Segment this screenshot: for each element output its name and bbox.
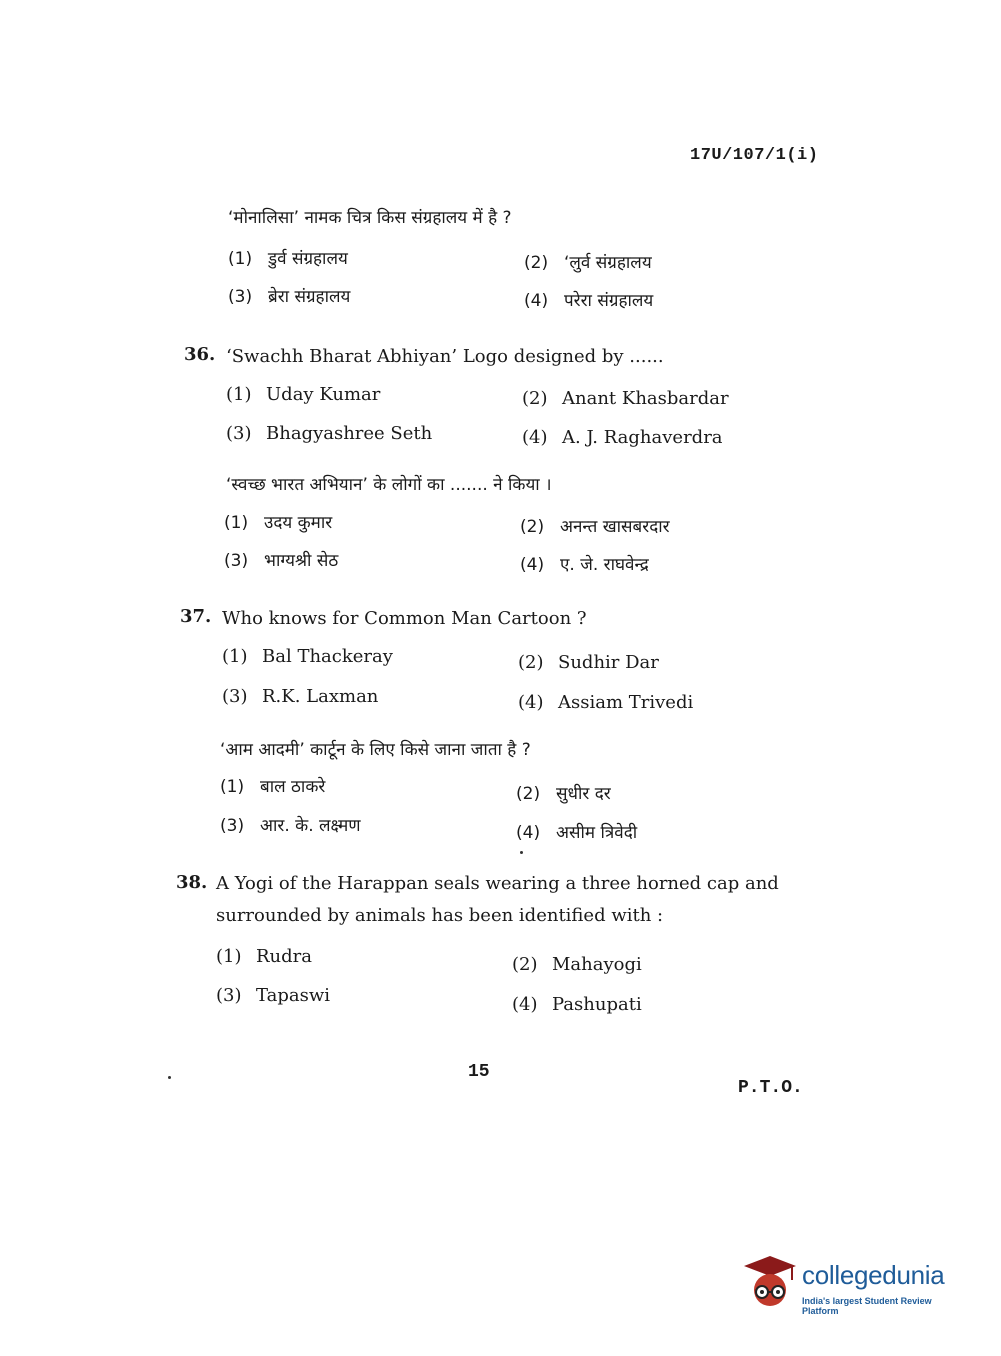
q37-hindi-option-3	[220, 813, 361, 836]
option-number: (1)	[216, 946, 242, 967]
option-text: ब्रेरा संग्रहालय	[268, 287, 351, 307]
option-text: ‘लुर्व संग्रहालय	[564, 253, 652, 273]
option-number: (3)	[222, 686, 248, 707]
option-number: (2)	[516, 784, 541, 804]
option-number: (3)	[220, 816, 245, 836]
option-text: बाल ठाकरे	[260, 777, 326, 797]
question-36-number: 36.	[184, 344, 216, 365]
option-text: डुर्व संग्रहालय	[268, 249, 348, 269]
option-text: Tapaswi	[256, 985, 330, 1006]
option-text: Anant Khasbardar	[562, 388, 729, 409]
option-number: (4)	[512, 994, 538, 1015]
question-36-text: ‘Swachh Bharat Abhiyan’ Logo designed by ......	[226, 346, 664, 367]
option-text: Pashupati	[552, 994, 642, 1015]
option-number: (3)	[226, 423, 252, 444]
q36-option-3	[226, 423, 432, 444]
q37-hindi-option-1	[220, 774, 325, 797]
option-text: Bal Thackeray	[262, 646, 393, 667]
option-number: (4)	[516, 823, 541, 843]
option-number: (3)	[216, 985, 242, 1006]
option-text: Uday Kumar	[266, 384, 381, 405]
q37-option-1	[222, 646, 393, 667]
paper-code: 17U/107/1(i)	[690, 146, 819, 165]
page-number: 15	[468, 1062, 490, 1082]
question-35-hindi-text: ‘मोनालिसा’ नामक चित्र किस संग्रहालय में है ?	[228, 208, 512, 228]
option-text: Rudra	[256, 946, 313, 967]
option-text: असीम त्रिवेदी	[556, 823, 638, 843]
option-number: (4)	[522, 427, 548, 448]
option-text: सुधीर दर	[556, 784, 611, 804]
option-number: (4)	[520, 555, 545, 575]
q35-option-1	[228, 246, 348, 269]
q37-option-4	[518, 692, 693, 713]
option-number: (1)	[222, 646, 248, 667]
collegedunia-logo	[740, 1252, 970, 1316]
question-36-hindi-text: ‘स्वच्छ भारत अभियान’ के लोगों का ....... ने किया ।	[226, 475, 552, 495]
option-number: (2)	[520, 517, 545, 537]
option-text: भाग्यश्री सेठ	[264, 551, 339, 571]
q36-hindi-option-3	[224, 548, 338, 571]
option-number: (4)	[518, 692, 544, 713]
option-text: Sudhir Dar	[558, 652, 659, 673]
q37-option-3	[222, 686, 378, 707]
logo-brand-text: collegedunia	[802, 1260, 945, 1290]
q38-option-3	[216, 985, 330, 1006]
q35-option-2	[524, 250, 652, 273]
q37-option-2	[518, 652, 659, 673]
option-number: (3)	[228, 287, 253, 307]
q38-option-2	[512, 954, 642, 975]
question-37-number: 37.	[180, 606, 212, 627]
option-text: Bhagyashree Seth	[266, 423, 433, 444]
q38-option-1	[216, 946, 312, 967]
option-number: (4)	[524, 291, 549, 311]
question-38-text: A Yogi of the Harappan seals wearing a three horned cap and surrounded by animals has been identified with :	[216, 873, 779, 926]
q36-option-4	[522, 427, 723, 448]
scan-dot	[168, 1076, 171, 1079]
option-text: उदय कुमार	[264, 513, 333, 533]
option-text: अनन्त खासबरदार	[560, 517, 670, 537]
option-number: (1)	[226, 384, 252, 405]
q37-hindi-option-2	[516, 781, 611, 804]
question-37-hindi-text: ‘आम आदमी’ कार्टून के लिए किसे जाना जाता है ?	[220, 740, 531, 760]
option-number: (2)	[518, 652, 544, 673]
q36-hindi-option-2	[520, 514, 670, 537]
option-number: (1)	[220, 777, 245, 797]
graduate-mascot-icon	[740, 1252, 798, 1316]
q37-hindi-option-4	[516, 820, 637, 843]
option-number: (2)	[512, 954, 538, 975]
question-37-text: Who knows for Common Man Cartoon ?	[222, 608, 587, 629]
q36-hindi-option-1	[224, 510, 332, 533]
please-turn-over: P.T.O.	[738, 1078, 803, 1098]
option-number: (2)	[524, 253, 549, 273]
q36-option-2	[522, 388, 729, 409]
q36-hindi-option-4	[520, 552, 649, 575]
q35-option-4	[524, 288, 653, 311]
option-text: R.K. Laxman	[262, 686, 379, 707]
option-text: आर. के. लक्ष्मण	[260, 816, 361, 836]
q38-option-4	[512, 994, 642, 1015]
option-text: Mahayogi	[552, 954, 642, 975]
option-number: (3)	[224, 551, 249, 571]
question-38-number: 38.	[176, 872, 208, 893]
option-number: (1)	[228, 249, 253, 269]
q35-option-3	[228, 284, 350, 307]
option-number: (2)	[522, 388, 548, 409]
option-text: परेरा संग्रहालय	[564, 291, 654, 311]
option-number: (1)	[224, 513, 249, 533]
scan-dot	[520, 851, 523, 854]
option-text: Assiam Trivedi	[558, 692, 694, 713]
option-text: A. J. Raghaverdra	[562, 427, 723, 448]
q36-option-1	[226, 384, 380, 405]
logo-tagline: India's largest Student Review Platform	[802, 1296, 932, 1316]
option-text: ए. जे. राघवेन्द्र	[560, 555, 649, 575]
